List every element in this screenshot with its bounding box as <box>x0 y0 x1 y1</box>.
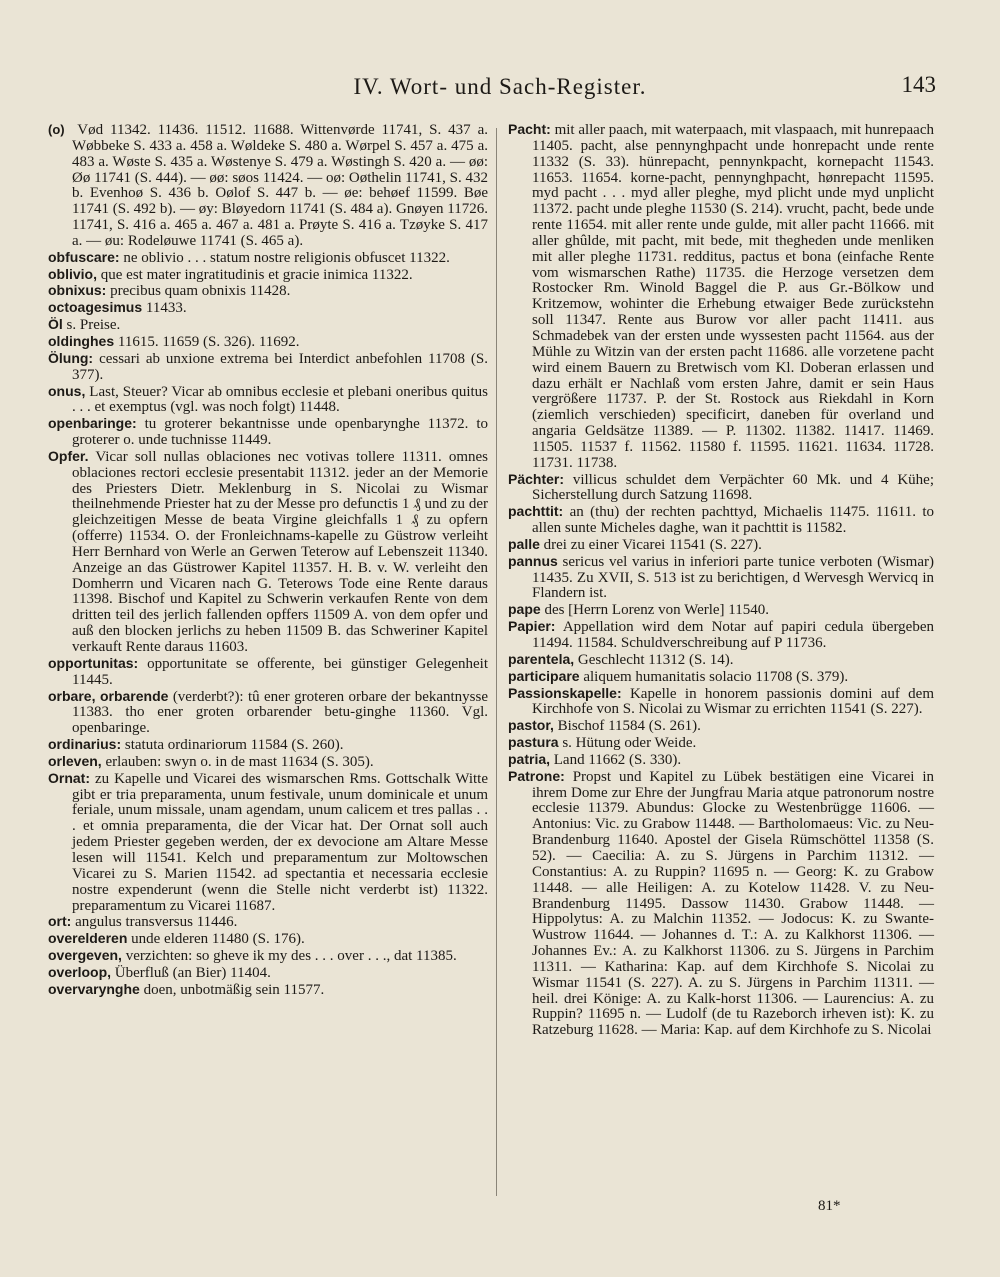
entry-headword: Patrone: <box>508 767 565 784</box>
entry-text: Überfluß (an Bier) 11404. <box>114 964 271 981</box>
entry-text: unde elderen 11480 (S. 176). <box>131 931 305 948</box>
entry-text: Bischof 11584 (S. 261). <box>557 718 701 735</box>
register-entry <box>508 686 934 719</box>
entry-headword: participare <box>508 667 580 684</box>
register-entry <box>48 771 488 915</box>
entry-text: zu Kapelle und Vicarei des wismarschen Rms. Gottschalk Witte gibt er tria preparamenta, unum festivale, unum dominicale et unum feriale, unum missale, unam agendam, unum calicem et tres pallas . . . et omnia preparamenta, die der Vicar hat. Der Ornat soll auch jedem Priester gegeben werden, der ex devocione am Altare Messe lesen will 11541. Kelch und preparamentum zur Moltowschen Vicarei zu S. Marien 11542. ad spectantia et necessaria ecclesie nostre expenderunt (wenn die Stelle nicht verderbt ist) 11322. preparamentum zu Vicarei 11687. <box>72 770 489 914</box>
entry-text: ne oblivio . . . statum nostre religionis obfuscet 11322. <box>123 249 450 266</box>
entry-text: drei zu einer Vicarei 11541 (S. 227). <box>543 536 762 553</box>
entry-headword: oblivio, <box>48 265 97 282</box>
register-entry <box>48 965 488 982</box>
entry-text: an (thu) der rechten pachttyd, Michaelis 11475. 11611. to allen sunte Micheles daghe, wan it pachttit is 11582. <box>532 504 935 537</box>
column-divider <box>496 128 497 1196</box>
entry-headword: oldinghes <box>48 332 115 349</box>
entry-text: mit aller paach, mit waterpaach, mit vlaspaach, mit hunrepaach 11405. pacht, alse pennynghpacht unde honrepacht unde rente 11332 (S. 33). hünrepacht, pennynkpacht, kornepacht 11543. 11653. 11654. korne-pacht, pennynghpacht, hønrepacht 11595. myd pacht . . . myd aller pleghe, myd plicht unde myd unplicht 11372. pacht unde pleghe 11530 (S. 214). vrucht, pacht, bede unde rente 11654. mit aller rente unde gulde, mit aller pacht 11666. mit aller ghûlde, mit pacht, mit bede, mit thegheden unde menliken mit aller pleghe 11731. redditus, pactus et bona (einfache Rente vom wismarschen Rathe) 11735. die Herzoge versetzen dem Rostocker Rm. Winold Baggel die P. aus Gr.-Bölkow und Kritzemow, wohinter die Erhebung etwaiger Bede zurückstehn soll 11347. Rente aus Burow vor aller pacht 11411. aus Schmadebek van der ersten unde wyssesten pacht 11564. aus der Mühle zu Witzin van der ersten pacht 11686. alle vorzetene pacht wird einem Bauern zu Bretwisch vom Kl. Doberan erlassen und dazu erhält er Nachlaß vom ersten Jahre, damit er sein Haus vergrößere 11737. P. der St. Rostock aus Riekdahl in Korn (ziemlich verschieden) specificirt, daneben für overland und angaria Geldsätze 11389. — P. 11302. 11382. 11417. 11469. 11505. 11537 f. 11562. 11580 f. 11595. 11621. 11634. 11728. 11731. 11738. <box>532 122 935 471</box>
register-entry <box>48 754 488 771</box>
entry-text: Vicar soll nullas oblaciones nec votivas tollere 11311. omnes oblaciones rectori ecclesie presentabit 11312. jeder an der Memorie des Priesters Dietr. Meklenburg in S. Nicolai zu Wismar theilnehmende Priester hat zu der Messe pro defunctis 1 ₰ und zu der gleichzeitigen Messe de beata Virgine gleichfalls 1 ₰ zu opfern (offerre) 11534. O. der Fronleichnams-kapelle zu Güstrow verleiht Herr Bernhard von Werle an Gerwen Teterow auf Lebenszeit 11340. Anzeige an das Güstrower Kapitel 11357. H. B. v. W. verleiht den Domherrn und Vicaren nach G. Teterows Tode eine Rente daraus 11398. Bischof und Kapitel zu Schwerin verkaufen Rente von dem dritten teil des jerlich fallenden opffers 11509 A. von dem opfer und auß den blocken jerlichs zu heben 11509 B. das Schweriner Kapitel verkauft Rente daraus 11603. <box>72 448 488 655</box>
register-entry <box>508 554 934 603</box>
register-entry <box>48 351 488 384</box>
entry-text: doen, unbotmäßig sein 11577. <box>143 981 325 998</box>
entry-headword: obfuscare: <box>48 248 120 265</box>
entry-headword: Passionskapelle: <box>508 684 622 701</box>
register-entry <box>48 416 488 449</box>
right-column <box>508 122 934 1039</box>
entry-text: opportunitate se offerente, bei günstiger Gelegenheit 11445. <box>72 655 489 688</box>
entry-headword: overgeven, <box>48 947 122 964</box>
entry-headword: Papier: <box>508 618 556 635</box>
entry-headword: orbare, orbarende <box>48 687 169 704</box>
entry-headword: palle <box>508 535 540 552</box>
entry-text: (verderbt?): tû ener groteren orbare der bekantnysse 11383. tho ener groten orbarender betu-ginghe 11360. Vgl. openbaringe. <box>72 688 489 737</box>
entry-headword: Ölung: <box>48 349 94 366</box>
entry-text: Propst und Kapitel zu Lübek bestätigen eine Vicarei in ihrem Dome zur Ehre der Jungfrau Maria atque patronorum nostre ecclesie 11379. Abundus: Glocke zu Westenbrügge 11606. — Antonius: Vic. zu Grabow 11448. — Bartholomaeus: Vic. zu Neu-Brandenburg 11640. Apostel der Gisela Rümschöttel 11358 (S. 52). — Caecilia: A. zu S. Jürgens in Parchim 11312. — Constantius: A. zu Ruppin? 11695 n. — Georg: K. zu Grabow 11448. — alle Heiligen: A. zu Kotelow 11428. V. zu Neu-Brandenburg 11495. Dassow 11430. Grabow 11448. — Hippolytus: A. zu Malchin 11352. — Jodocus: K. zu Swante-Wustrow 11644. — Johannes d. T.: A. zu Kalkhorst 11306. — Johannes Ev.: A. zu Kalkhorst 11306. zu S. Jürgens in Parchim 11311. — Katharina: Kap. auf dem Kirchhofe S. Nicolai zu Wismar 11541 (S. 227). A. zu S. Jürgens in Parchim 11311. — heil. drei Könige: A. zu Kalk-horst 11306. — Laurencius: A. zu Ruppin? 11695 n. — Ludolf (de tu Razeborch irheven ist): K. zu Ratzeburg 11628. — Maria: Kap. auf dem Kirchhofe zu S. Nicolai <box>532 768 934 1039</box>
register-entry <box>48 737 488 754</box>
entry-headword: Ornat: <box>48 769 90 786</box>
entry-text: aliquem humanitatis solacio 11708 (S. 379). <box>583 668 849 685</box>
register-entry <box>48 656 488 689</box>
entry-text: Land 11662 (S. 330). <box>553 751 682 768</box>
entry-text: verzichten: so gheve ik my des . . . over . . ., dat 11385. <box>125 948 457 965</box>
entry-headword: overvarynghe <box>48 980 140 997</box>
register-entry <box>508 122 934 472</box>
register-entry <box>508 718 934 735</box>
entry-text: erlauben: swyn o. in de mast 11634 (S. 305). <box>105 753 374 770</box>
register-entry <box>48 250 488 267</box>
register-entry <box>48 689 488 738</box>
register-entry <box>48 300 488 317</box>
entry-headword: octoagesimus <box>48 299 143 316</box>
register-entry <box>48 334 488 351</box>
entry-headword: opportunitas: <box>48 654 139 671</box>
entry-headword: orleven, <box>48 752 102 769</box>
register-entry <box>48 982 488 999</box>
entry-headword: Öl <box>48 316 63 333</box>
entry-headword: onus, <box>48 382 86 399</box>
register-entry <box>48 283 488 300</box>
register-entry <box>48 449 488 656</box>
page-title: IV. Wort- und Sach-Register. <box>353 74 647 99</box>
entry-headword: pape <box>508 601 541 618</box>
entry-headword: pastor, <box>508 717 554 734</box>
entry-headword: pachttit: <box>508 503 564 520</box>
register-entry <box>508 752 934 769</box>
entry-text: 11615. 11659 (S. 326). 11692. <box>117 333 300 350</box>
entry-text: que est mater ingratitudinis et gracie inimica 11322. <box>100 266 413 283</box>
entry-headword: obnixus: <box>48 282 107 299</box>
entry-headword: parentela, <box>508 650 575 667</box>
entry-text: 11433. <box>145 300 187 317</box>
register-entry <box>48 122 488 250</box>
register-entry <box>508 602 934 619</box>
entry-text: sericus vel varius in inferiori parte tunice verboten (Wismar) 11435. Zu XVII, S. 513 ist zu berichtigen, d Wervesgh Wervicq in Flandern ist. <box>532 553 935 602</box>
register-entry <box>508 652 934 669</box>
entry-headword: pastura <box>508 734 559 751</box>
page-number: 143 <box>901 72 936 97</box>
register-entry <box>508 504 934 537</box>
entry-headword: pannus <box>508 552 558 569</box>
register-entry <box>508 472 934 505</box>
register-entry <box>48 948 488 965</box>
entry-text: angulus transversus 11446. <box>75 914 238 931</box>
entry-text: Vød 11342. 11436. 11512. 11688. Wittenvørde 11741, S. 437 a. Wøbbeke S. 433 a. 458 a. Wøldeke S. 480 a. Wørpel S. 457 a. 475 a. 483 a. Wøste S. 435 a. Wøstenye S. 479 a. Wøstingh S. 420 a. — øø: Øø 11741 (S. 444). — øø: søos 11424. — oø: Oøthelin 11741, S. 432 b. Evenhoø S. 436 b. Oølof S. 447 b. — øe: behøef 11599. Bøe 11741 (S. 492 b). — øy: Bløyedorn 11741 (S. 484 a). Gnøyen 11726. 11741, S. 416 a. 465 a. 467 a. 481 a. Prøyte S. 416 a. Tzøyke S. 417 a. — øu: Rodeløuwe 11741 (S. 465 a). <box>72 122 488 249</box>
entry-headword: openbaringe: <box>48 415 137 432</box>
entry-headword: patria, <box>508 750 551 767</box>
register-entry <box>508 619 934 652</box>
entry-text: cessari ab unxione extrema bei Interdict anbefohlen 11708 (S. 377). <box>72 350 489 383</box>
entry-headword: overloop, <box>48 963 112 980</box>
register-entry <box>48 914 488 931</box>
entry-text: precibus quam obnixis 11428. <box>110 283 291 300</box>
entry-text: des [Herrn Lorenz von Werle] 11540. <box>544 602 769 619</box>
signature-mark: 81* <box>818 1198 841 1214</box>
entry-headword: overelderen <box>48 930 128 947</box>
entry-text: villicus schuldet dem Verpächter 60 Mk. und 4 Kühe; Sicherstellung durch Satzung 11698. <box>532 471 935 504</box>
entry-text: Geschlecht 11312 (S. 14). <box>577 651 734 668</box>
entry-text: s. Hütung oder Weide. <box>562 735 697 752</box>
entry-text: Kapelle in honorem passionis domini auf dem Kirchhofe von S. Nicolai zu Wismar zu errichten 11541 (S. 227). <box>532 685 934 718</box>
register-entry <box>48 384 488 417</box>
entry-headword: ordinarius: <box>48 736 122 753</box>
entry-headword: Pacht: <box>508 121 551 137</box>
register-entry <box>508 669 934 686</box>
entry-headword: Opfer. <box>48 447 89 464</box>
register-entry <box>48 317 488 334</box>
entry-headword: Pächter: <box>508 470 565 487</box>
left-column <box>48 122 488 999</box>
entry-text: statuta ordinariorum 11584 (S. 260). <box>124 737 344 754</box>
register-entry <box>48 267 488 284</box>
register-entry <box>48 931 488 948</box>
entry-text: s. Preise. <box>66 317 121 334</box>
register-entry <box>508 537 934 554</box>
entry-text: Appellation wird dem Notar auf papiri cedula übergeben 11494. 11584. Schuldverschreibung auf P 11736. <box>532 619 934 651</box>
entry-headword: ort: <box>48 913 72 930</box>
entry-headword: (o) <box>48 122 65 137</box>
page-header <box>60 70 940 106</box>
register-entry <box>508 735 934 752</box>
register-entry <box>508 769 934 1039</box>
entry-text: Last, Steuer? Vicar ab omnibus ecclesie et plebani oneribus quitus . . . et exemptus (vgl. was noch folgt) 11448. <box>72 383 488 416</box>
entry-text: tu groterer bekantnisse unde openbarynghe 11372. to groterer o. unde tuchnisse 11449. <box>72 416 489 449</box>
